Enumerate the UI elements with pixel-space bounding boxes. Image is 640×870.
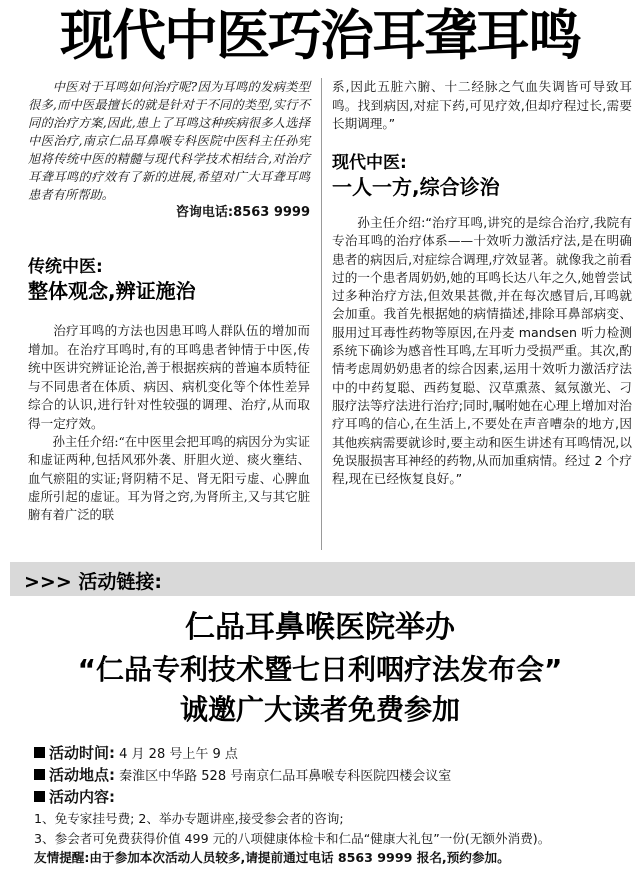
event-content-row [34, 787, 115, 809]
event-place-value: 秦淮区中华路 528 号南京仁品耳鼻喉专科医院四楼会议室 [119, 769, 452, 784]
bullet-square-icon [34, 791, 45, 802]
event-item-1: 1、免专家挂号费; 2、举办专题讲座,接受参会者的咨询; [34, 811, 344, 826]
consult-phone: 咨询电话:8563 9999 [175, 205, 310, 220]
intro-block [28, 78, 310, 222]
event-place-row [34, 765, 451, 787]
left-section-body [28, 322, 310, 524]
event-place-label: 活动地点: [49, 766, 115, 784]
left-section-title [28, 256, 196, 304]
headline: 现代中医巧治耳聋耳鸣 [60, 4, 580, 67]
left-title-2: 整体观念,辨证施治 [28, 279, 196, 303]
event-item-2: 3、参会者可免费获得价值 499 元的八项健康体检卡和仁品“健康大礼包”一份(无额外消费)。 [34, 831, 551, 846]
event-title-line-3: 诚邀广大读者免费参加 [179, 693, 460, 726]
left-paragraph-1: 治疗耳鸣的方法也因患耳鸣人群队伍的增加而增加。在治疗耳鸣时,有的耳鸣患者钟情于中医,传统中医讲究辨证论治,善于根据疾病的普遍本质特征与不同患者在体质、病因、病机变化等个体性差异综合的认识,进行针对性较强的调理、治疗,从而取得一定疗效。 [28, 323, 310, 431]
event-title-line-1: 仁品耳鼻喉医院举办 [185, 610, 455, 645]
bullet-square-icon [34, 747, 45, 758]
right-title-2: 一人一方,综合诊治 [332, 175, 500, 199]
event-title-line-2: “仁品专利技术暨七日利咽疗法发布会” [77, 653, 563, 686]
left-title-1: 传统中医: [28, 257, 103, 277]
right-title-1: 现代中医: [332, 153, 407, 173]
right-paragraph: 孙主任介绍:“治疗耳鸣,讲究的是综合治疗,我院有专治耳鸣的治疗体系——十效听力激活疗法,是在明确患者的病因后,对症综合调理,疗效显著。就像我之前看过的一个患者周奶奶,她的耳鸣长达八年之久,她曾尝试过多种治疗方法,但效果甚微,并在每次感冒后,耳鸣就会加重。我首先根据她的病情描述,排除耳鼻部病变、服用过耳毒性药物等原因,在丹麦 mandsen 听力检测系统下确诊为感音性耳鸣,左耳听力受损严重。其次,酌情考虑周奶奶患者的综合因素,运用十效听力激活疗法中的中药复聪、西药复聪、汉草熏蒸、氦氖激光、刁服疗法等疗法进行治疗;同时,嘱咐她在心理上增加对治疗耳鸣的信心,在生活上,不要处在声音嘈杂的地方,因其他疾病需要就诊时,要主动和医生讲述有耳鸣情况,以免误服损害耳神经的药物,从而加重病情。经过 2 个疗程,现在已经恢复良好。” [332, 215, 632, 487]
intro-text: 中医对于耳鸣如何治疗呢?因为耳鸣的发病类型很多,而中医最擅长的就是针对于不同的类型,实行不同的治疗方案,因此,患上了耳鸣这种疾病很多人选择中医治疗,南京仁品耳鼻喉专科医院中医科主任孙宪旭将传统中医的精髓与现代科学技术相结合,对治疗耳聋耳鸣的疗效有了新的进展,希望对广大耳聋耳鸣患者有所帮助。 [28, 80, 310, 202]
left-paragraph-2: 孙主任介绍:“在中医里会把耳鸣的病因分为实证和虚证两种,包括风邪外袭、肝胆火逆、痰火壅结、血气瘀阻的实证;肾阴精不足、肾无阳亏虚、心脾血虚所引起的虚证。耳为肾之窍,为肾所主,又与其它脏腑有着广泛的联 [28, 435, 310, 523]
right-cont-text: 系,因此五脏六腑、十二经脉之气血失调皆可导致耳鸣。找到病因,对症下药,可见疗效,但却疗程过长,需要长期调理。” [332, 79, 632, 131]
right-section-title [332, 152, 500, 200]
column-divider [321, 78, 322, 550]
event-content-label: 活动内容: [49, 788, 115, 806]
event-banner-label: >>> 活动链接: [24, 571, 162, 593]
event-notice: 友情提醒:由于参加本次活动人员较多,请提前通过电话 8563 9999 报名,预约参加。 [34, 850, 510, 865]
right-continuation [332, 78, 632, 134]
event-time-label: 活动时间: [49, 744, 115, 762]
event-banner [10, 562, 635, 596]
right-section-body [332, 214, 632, 488]
event-time-value: 4 月 28 号上午 9 点 [119, 747, 238, 762]
event-time-row [34, 743, 238, 765]
bullet-square-icon [34, 769, 45, 780]
